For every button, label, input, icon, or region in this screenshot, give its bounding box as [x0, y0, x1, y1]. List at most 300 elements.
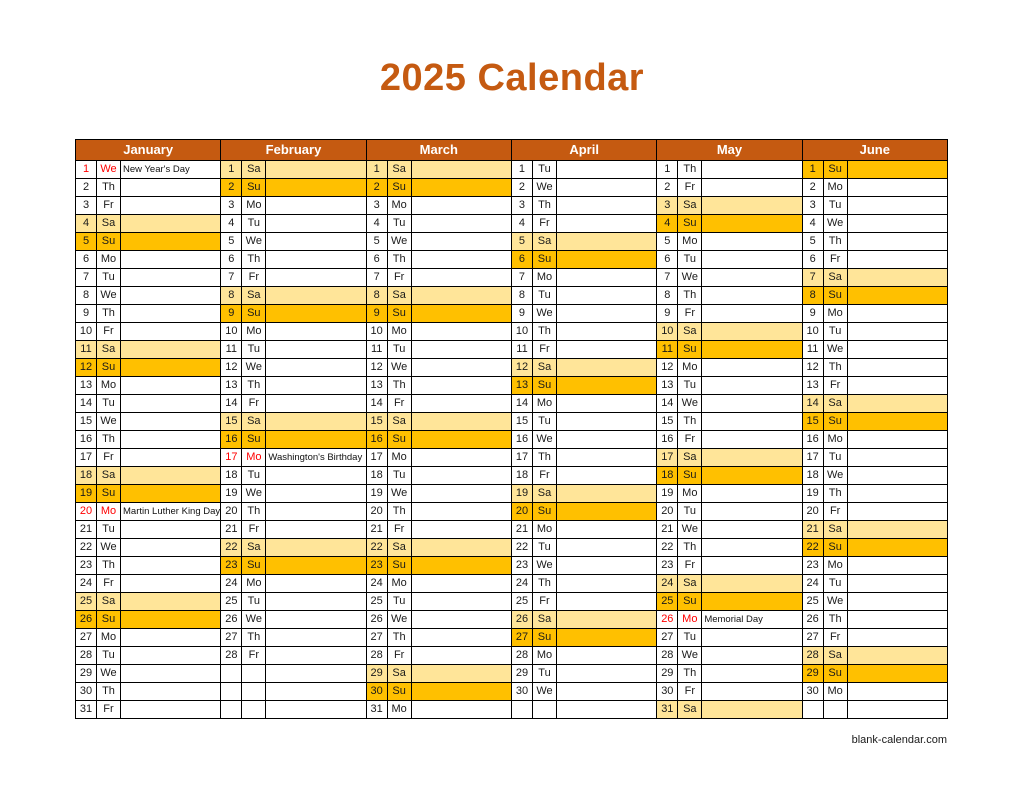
- day-number: 14: [803, 395, 824, 413]
- day-weekday: We: [533, 683, 557, 701]
- day-weekday: Fr: [242, 647, 266, 665]
- day-row-january-9: [76, 305, 221, 323]
- day-note-cell: [266, 521, 366, 539]
- day-weekday: Fr: [678, 431, 702, 449]
- day-row-june-16: [803, 431, 948, 449]
- day-weekday: Sa: [533, 611, 557, 629]
- day-number: 21: [803, 521, 824, 539]
- day-note-cell: [412, 629, 512, 647]
- day-weekday: Su: [824, 287, 848, 305]
- day-weekday: Mo: [533, 521, 557, 539]
- day-row-january-14: [76, 395, 221, 413]
- day-weekday: Sa: [97, 593, 121, 611]
- day-number: 12: [657, 359, 678, 377]
- day-note-cell: [412, 413, 512, 431]
- day-number: 3: [367, 197, 388, 215]
- day-row-june-2: [803, 179, 948, 197]
- day-number: 24: [221, 575, 242, 593]
- day-note-cell: [557, 665, 657, 683]
- day-note-cell: [121, 377, 221, 395]
- day-note-cell: [412, 665, 512, 683]
- day-note-cell: [557, 629, 657, 647]
- day-row-january-7: [76, 269, 221, 287]
- day-row-june-21: [803, 521, 948, 539]
- day-weekday: Tu: [678, 629, 702, 647]
- day-weekday: Th: [242, 251, 266, 269]
- day-number: 30: [512, 683, 533, 701]
- day-note-cell: [848, 557, 948, 575]
- day-row-april-15: [512, 413, 657, 431]
- day-row-february-7: [221, 269, 366, 287]
- day-row-april-6: [512, 251, 657, 269]
- day-row-february-28: [221, 647, 366, 665]
- day-row-april-9: [512, 305, 657, 323]
- day-weekday: Sa: [388, 413, 412, 431]
- day-weekday: Fr: [533, 467, 557, 485]
- day-weekday: Th: [97, 683, 121, 701]
- day-note-cell: [121, 359, 221, 377]
- day-row-april-1: [512, 161, 657, 179]
- day-weekday: Su: [97, 611, 121, 629]
- day-number: 25: [367, 593, 388, 611]
- day-note-cell: [557, 701, 657, 719]
- day-weekday: Th: [824, 233, 848, 251]
- day-note-cell: [702, 413, 802, 431]
- site-credit: blank-calendar.com: [851, 734, 947, 746]
- day-note-cell: [266, 251, 366, 269]
- day-weekday: Mo: [824, 683, 848, 701]
- day-number: 20: [512, 503, 533, 521]
- day-note-cell: [557, 611, 657, 629]
- day-row-june-24: [803, 575, 948, 593]
- day-number: 19: [367, 485, 388, 503]
- day-weekday: Tu: [824, 449, 848, 467]
- day-note-cell: [702, 359, 802, 377]
- day-row-march-12: [367, 359, 512, 377]
- page-title: 2025 Calendar: [379, 57, 645, 99]
- day-number: 5: [657, 233, 678, 251]
- day-weekday: Th: [678, 161, 702, 179]
- day-note-cell: [266, 197, 366, 215]
- day-note-cell: [702, 647, 802, 665]
- day-number: 26: [512, 611, 533, 629]
- day-row-march-14: [367, 395, 512, 413]
- day-number: 24: [803, 575, 824, 593]
- day-weekday: Fr: [388, 395, 412, 413]
- day-row-march-17: [367, 449, 512, 467]
- day-weekday: Su: [824, 413, 848, 431]
- day-row-march-21: [367, 521, 512, 539]
- day-row-may-28: [657, 647, 802, 665]
- day-number: 13: [367, 377, 388, 395]
- day-weekday: Fr: [97, 449, 121, 467]
- day-note-cell: [412, 467, 512, 485]
- day-number: 10: [512, 323, 533, 341]
- day-number: 12: [367, 359, 388, 377]
- day-note-cell: [702, 251, 802, 269]
- day-note-cell: [121, 449, 221, 467]
- day-weekday: Tu: [678, 503, 702, 521]
- day-number: [221, 701, 242, 719]
- day-row-february-24: [221, 575, 366, 593]
- day-row-january-2: [76, 179, 221, 197]
- day-weekday: We: [97, 413, 121, 431]
- day-note-cell: [557, 359, 657, 377]
- day-number: 14: [367, 395, 388, 413]
- day-number: 11: [657, 341, 678, 359]
- day-weekday: We: [242, 611, 266, 629]
- day-note-cell: [121, 593, 221, 611]
- day-note-cell: [557, 377, 657, 395]
- day-note-cell: [412, 179, 512, 197]
- day-note-cell: [848, 467, 948, 485]
- day-row-may-30: [657, 683, 802, 701]
- day-number: 11: [367, 341, 388, 359]
- day-note-cell: [412, 377, 512, 395]
- day-row-june-7: [803, 269, 948, 287]
- day-number: 21: [367, 521, 388, 539]
- day-note-cell: [121, 305, 221, 323]
- day-row-may-8: [657, 287, 802, 305]
- day-row-march-3: [367, 197, 512, 215]
- day-note-cell: [412, 197, 512, 215]
- day-note-cell: [848, 449, 948, 467]
- day-number: 9: [803, 305, 824, 323]
- day-weekday: Fr: [97, 323, 121, 341]
- day-note-cell: [702, 593, 802, 611]
- day-row-april-16: [512, 431, 657, 449]
- day-row-june-8: [803, 287, 948, 305]
- day-weekday: Fr: [97, 575, 121, 593]
- day-weekday: Tu: [388, 593, 412, 611]
- day-number: 21: [76, 521, 97, 539]
- day-number: 13: [657, 377, 678, 395]
- day-note-cell: [412, 233, 512, 251]
- day-number: 18: [367, 467, 388, 485]
- day-note-cell: [121, 233, 221, 251]
- day-number: 29: [803, 665, 824, 683]
- month-header: January: [76, 140, 221, 161]
- day-row-march-9: [367, 305, 512, 323]
- day-number: 6: [221, 251, 242, 269]
- day-row-june-9: [803, 305, 948, 323]
- day-number: 18: [803, 467, 824, 485]
- day-note-cell: [702, 323, 802, 341]
- day-row-may-9: [657, 305, 802, 323]
- day-note-cell: [557, 395, 657, 413]
- day-row-may-3: [657, 197, 802, 215]
- day-weekday: Th: [824, 359, 848, 377]
- day-number: 14: [657, 395, 678, 413]
- day-weekday: Mo: [678, 485, 702, 503]
- day-note-cell: [121, 251, 221, 269]
- day-number: 6: [657, 251, 678, 269]
- day-note-cell: [557, 557, 657, 575]
- day-row-may-2: [657, 179, 802, 197]
- day-row-june-27: [803, 629, 948, 647]
- month-header: May: [657, 140, 802, 161]
- day-number: [803, 701, 824, 719]
- day-note-cell: [412, 251, 512, 269]
- day-number: 22: [76, 539, 97, 557]
- day-number: 17: [367, 449, 388, 467]
- day-weekday: Sa: [678, 575, 702, 593]
- day-number: 5: [221, 233, 242, 251]
- day-number: 9: [367, 305, 388, 323]
- day-row-june-20: [803, 503, 948, 521]
- day-number: 2: [367, 179, 388, 197]
- day-weekday: Mo: [388, 197, 412, 215]
- day-weekday: Th: [824, 611, 848, 629]
- day-note-cell: [702, 341, 802, 359]
- day-row-march-11: [367, 341, 512, 359]
- day-note-cell: [848, 539, 948, 557]
- day-weekday: We: [388, 359, 412, 377]
- day-weekday: Tu: [97, 647, 121, 665]
- day-weekday: Th: [533, 575, 557, 593]
- day-note-cell: [848, 251, 948, 269]
- day-weekday: Fr: [242, 395, 266, 413]
- day-weekday: Mo: [533, 269, 557, 287]
- day-number: 7: [657, 269, 678, 287]
- day-row-empty: [221, 683, 366, 701]
- month-column-february: [221, 140, 366, 719]
- day-number: 27: [367, 629, 388, 647]
- day-note-cell: [702, 683, 802, 701]
- day-row-february-2: [221, 179, 366, 197]
- day-number: 10: [657, 323, 678, 341]
- day-row-march-29: [367, 665, 512, 683]
- day-row-may-23: [657, 557, 802, 575]
- day-note-cell: [266, 593, 366, 611]
- day-weekday: Fr: [678, 683, 702, 701]
- day-row-april-21: [512, 521, 657, 539]
- day-note-cell: [848, 683, 948, 701]
- day-row-april-28: [512, 647, 657, 665]
- day-note-cell: [702, 557, 802, 575]
- day-note-cell: [412, 593, 512, 611]
- day-number: 8: [76, 287, 97, 305]
- day-note-cell: [412, 305, 512, 323]
- day-row-june-29: [803, 665, 948, 683]
- day-row-january-26: [76, 611, 221, 629]
- day-number: 31: [76, 701, 97, 719]
- day-row-empty: [512, 701, 657, 719]
- day-weekday: Tu: [824, 323, 848, 341]
- day-note-cell: [557, 449, 657, 467]
- day-number: 18: [221, 467, 242, 485]
- day-row-april-22: [512, 539, 657, 557]
- day-row-february-6: [221, 251, 366, 269]
- day-note-cell: [702, 575, 802, 593]
- day-number: 12: [512, 359, 533, 377]
- day-row-january-12: [76, 359, 221, 377]
- day-weekday: We: [678, 269, 702, 287]
- day-note-cell: [121, 701, 221, 719]
- day-note-cell: [557, 341, 657, 359]
- day-note-cell: [702, 287, 802, 305]
- day-row-february-12: [221, 359, 366, 377]
- day-weekday: Tu: [824, 197, 848, 215]
- day-weekday: Fr: [242, 269, 266, 287]
- day-weekday: Th: [678, 539, 702, 557]
- day-row-april-4: [512, 215, 657, 233]
- month-column-january: [76, 140, 221, 719]
- day-weekday: We: [533, 305, 557, 323]
- day-row-april-23: [512, 557, 657, 575]
- day-row-march-20: [367, 503, 512, 521]
- day-number: 8: [367, 287, 388, 305]
- day-number: 4: [367, 215, 388, 233]
- day-number: 27: [803, 629, 824, 647]
- day-note-cell: [266, 665, 366, 683]
- day-note-cell: [266, 161, 366, 179]
- day-row-may-26: [657, 611, 802, 629]
- day-row-january-1: [76, 161, 221, 179]
- day-number: 7: [76, 269, 97, 287]
- day-weekday: We: [533, 557, 557, 575]
- day-weekday: Th: [97, 305, 121, 323]
- day-number: 10: [221, 323, 242, 341]
- day-row-march-15: [367, 413, 512, 431]
- day-number: 15: [803, 413, 824, 431]
- day-number: 2: [657, 179, 678, 197]
- day-row-february-20: [221, 503, 366, 521]
- day-number: 17: [803, 449, 824, 467]
- day-row-february-17: [221, 449, 366, 467]
- day-note-cell: [702, 197, 802, 215]
- day-weekday: Su: [824, 539, 848, 557]
- day-row-may-6: [657, 251, 802, 269]
- day-note-cell: [702, 629, 802, 647]
- day-weekday: We: [388, 485, 412, 503]
- day-weekday: Mo: [388, 449, 412, 467]
- day-weekday: Mo: [678, 611, 702, 629]
- day-weekday: We: [824, 467, 848, 485]
- day-number: 16: [657, 431, 678, 449]
- day-number: 25: [512, 593, 533, 611]
- day-note-cell: [702, 431, 802, 449]
- day-row-february-23: [221, 557, 366, 575]
- day-number: 22: [803, 539, 824, 557]
- day-row-january-18: [76, 467, 221, 485]
- day-row-january-21: [76, 521, 221, 539]
- day-number: 19: [803, 485, 824, 503]
- day-note-cell: [266, 395, 366, 413]
- day-row-may-31: [657, 701, 802, 719]
- day-row-may-11: [657, 341, 802, 359]
- day-number: 8: [803, 287, 824, 305]
- day-row-april-8: [512, 287, 657, 305]
- day-number: 16: [803, 431, 824, 449]
- day-weekday: Fr: [824, 503, 848, 521]
- day-weekday: Mo: [678, 359, 702, 377]
- day-number: 28: [803, 647, 824, 665]
- day-row-january-6: [76, 251, 221, 269]
- day-number: 31: [367, 701, 388, 719]
- day-number: 28: [76, 647, 97, 665]
- day-row-march-4: [367, 215, 512, 233]
- day-weekday: [242, 701, 266, 719]
- day-note-cell: [702, 503, 802, 521]
- day-weekday: Sa: [97, 467, 121, 485]
- day-weekday: Su: [678, 215, 702, 233]
- day-note-cell: [412, 575, 512, 593]
- day-row-june-30: [803, 683, 948, 701]
- day-number: 28: [657, 647, 678, 665]
- day-row-january-29: [76, 665, 221, 683]
- day-note-cell: [266, 485, 366, 503]
- day-row-february-9: [221, 305, 366, 323]
- day-weekday: Tu: [97, 521, 121, 539]
- day-number: 14: [512, 395, 533, 413]
- day-weekday: We: [242, 485, 266, 503]
- day-number: 15: [657, 413, 678, 431]
- day-row-april-10: [512, 323, 657, 341]
- day-note-cell: [412, 269, 512, 287]
- day-weekday: Su: [388, 179, 412, 197]
- day-row-january-15: [76, 413, 221, 431]
- day-number: 3: [221, 197, 242, 215]
- day-row-february-4: [221, 215, 366, 233]
- day-number: 10: [367, 323, 388, 341]
- day-row-june-19: [803, 485, 948, 503]
- day-number: 4: [76, 215, 97, 233]
- day-note-cell: [848, 575, 948, 593]
- day-number: 6: [803, 251, 824, 269]
- day-row-may-15: [657, 413, 802, 431]
- day-weekday: Fr: [242, 521, 266, 539]
- day-note-cell: [702, 521, 802, 539]
- day-row-april-27: [512, 629, 657, 647]
- day-weekday: Tu: [242, 593, 266, 611]
- day-row-march-10: [367, 323, 512, 341]
- day-number: 20: [221, 503, 242, 521]
- day-weekday: Sa: [242, 287, 266, 305]
- day-row-march-28: [367, 647, 512, 665]
- day-weekday: We: [824, 593, 848, 611]
- month-column-june: [803, 140, 948, 719]
- calendar-table: [75, 139, 948, 719]
- day-note-cell: [121, 395, 221, 413]
- day-number: 15: [76, 413, 97, 431]
- day-weekday: Mo: [97, 377, 121, 395]
- day-weekday: Fr: [97, 197, 121, 215]
- day-note-cell: [266, 413, 366, 431]
- day-number: 17: [76, 449, 97, 467]
- day-number: 5: [367, 233, 388, 251]
- day-note-cell: [121, 683, 221, 701]
- day-weekday: Mo: [824, 557, 848, 575]
- day-row-january-24: [76, 575, 221, 593]
- day-row-february-11: [221, 341, 366, 359]
- day-note-cell: [266, 269, 366, 287]
- day-row-may-14: [657, 395, 802, 413]
- day-note-cell: [412, 521, 512, 539]
- day-row-january-13: [76, 377, 221, 395]
- day-row-march-26: [367, 611, 512, 629]
- day-note-cell: [412, 449, 512, 467]
- day-row-june-3: [803, 197, 948, 215]
- day-number: 26: [657, 611, 678, 629]
- day-number: 19: [221, 485, 242, 503]
- day-weekday: Sa: [97, 341, 121, 359]
- day-note-cell: [121, 629, 221, 647]
- day-weekday: Su: [533, 629, 557, 647]
- day-note-cell: [557, 305, 657, 323]
- day-weekday: Tu: [824, 575, 848, 593]
- day-note-cell: [557, 503, 657, 521]
